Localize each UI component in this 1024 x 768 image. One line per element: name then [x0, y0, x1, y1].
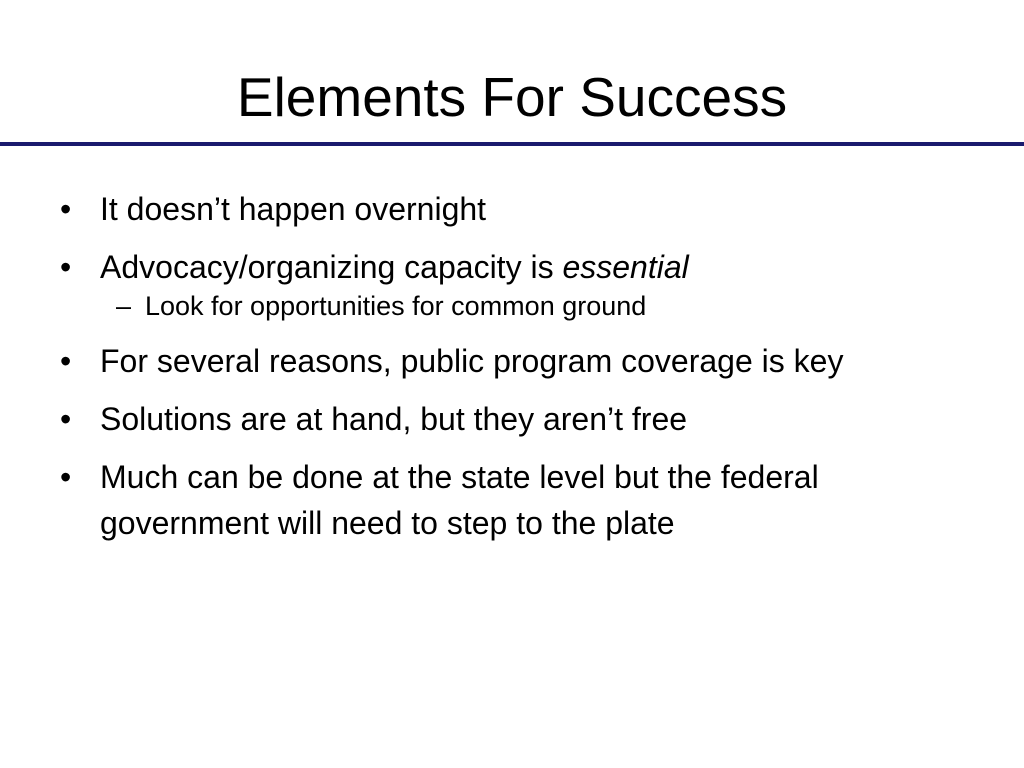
- bullet-list: [0, 186, 1024, 558]
- bullet-item: [0, 338, 970, 384]
- bullet-text: For several reasons, public program coverage is key: [100, 343, 844, 379]
- bullet-item: [0, 244, 970, 290]
- bullet-dot-icon: •: [60, 343, 72, 379]
- bullet-item: [0, 454, 970, 546]
- bullet-emphasis: essential: [562, 249, 689, 285]
- bullet-text: Much can be done at the state level but the federal government will need to step to the plate: [100, 459, 819, 541]
- bullet-dot-icon: •: [60, 401, 72, 437]
- sub-bullet-text: Look for opportunities for common ground: [145, 291, 647, 321]
- sub-bullet-item: [0, 288, 1024, 324]
- bullet-dot-icon: •: [60, 191, 72, 227]
- bullet-text: It doesn’t happen overnight: [100, 191, 487, 227]
- bullet-dot-icon: •: [60, 249, 72, 285]
- bullet-text: Solutions are at hand, but they aren’t free: [100, 401, 688, 437]
- bullet-dot-icon: •: [60, 459, 72, 495]
- title-divider: [0, 142, 1024, 146]
- bullet-item: [0, 186, 970, 232]
- bullet-item: [0, 396, 970, 442]
- dash-icon: –: [116, 291, 132, 321]
- bullet-text: Advocacy/organizing capacity is: [100, 249, 563, 285]
- slide-title: Elements For Success: [236, 66, 788, 128]
